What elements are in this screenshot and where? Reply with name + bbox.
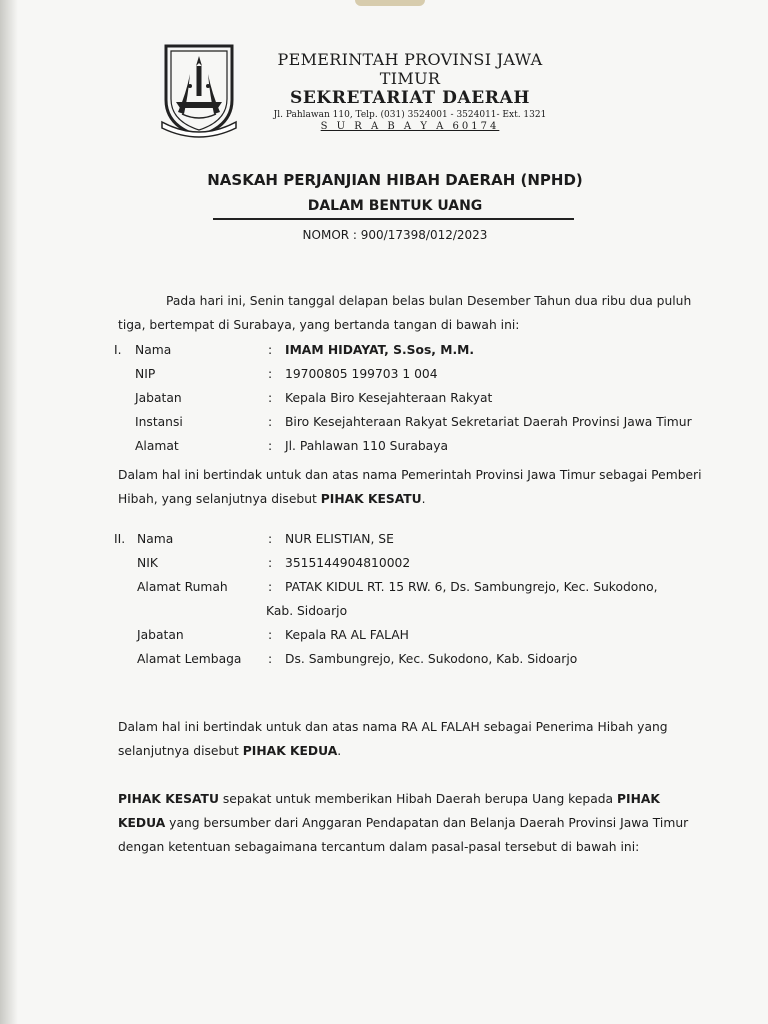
party2-colon: :: [268, 652, 273, 666]
party1-value: Biro Kesejahteraan Rakyat Sekretariat Daerah Provinsi Jawa Timur: [285, 415, 692, 429]
intro-line-1: Pada hari ini, Senin tanggal delapan belas bulan Desember Tahun dua ribu dua puluh: [166, 294, 692, 308]
letterhead-government: PEMERINTAH PROVINSI JAWA TIMUR: [277, 50, 543, 88]
party1-colon: :: [268, 415, 273, 429]
agreement-line-1: [118, 787, 660, 811]
intro-line-2: tiga, bertempat di Surabaya, yang bertanda tangan di bawah ini:: [118, 318, 520, 332]
party2-colon: :: [268, 532, 273, 546]
agreement-source: yang bersumber dari Anggaran Pendapatan dan Belanja Daerah Provinsi Jawa Timur: [165, 816, 689, 830]
party2-label: Alamat Rumah: [137, 580, 228, 594]
party1-label: NIP: [135, 367, 156, 381]
party2-label: Jabatan: [137, 628, 184, 642]
party1-value: IMAM HIDAYAT, S.Sos, M.M.: [285, 343, 475, 357]
party1-value: Jl. Pahlawan 110 Surabaya: [285, 439, 449, 453]
party2-designation: PIHAK KEDUA: [242, 744, 338, 758]
party1-statement-text: Hibah, yang selanjutnya disebut: [118, 492, 321, 506]
party2-value: NUR ELISTIAN, SE: [285, 532, 394, 546]
party1-label: Jabatan: [135, 391, 182, 405]
party1-label: Nama: [135, 343, 172, 357]
letterhead-city: S U R A B A Y A 60174: [320, 121, 500, 132]
party1-value: 19700805 199703 1 004: [285, 367, 438, 381]
party2-value: Ds. Sambungrejo, Kec. Sukodono, Kab. Sidoarjo: [285, 652, 578, 666]
party2-value: PATAK KIDUL RT. 15 RW. 6, Ds. Sambungrejo, Kec. Sukodono,: [285, 580, 658, 594]
agreement-line-3: dengan ketentuan sebagaimana tercantum dalam pasal-pasal tersebut di bawah ini:: [118, 840, 640, 854]
agreement-line-2: [118, 811, 688, 835]
party1-colon: :: [268, 367, 273, 381]
document-subtitle: DALAM BENTUK UANG: [307, 198, 483, 214]
party2-label: Nama: [137, 532, 174, 546]
party2-label: Alamat Lembaga: [137, 652, 242, 666]
party1-label: Instansi: [135, 415, 183, 429]
letterhead-address: Jl. Pahlawan 110, Telp. (031) 3524001 - 3524011- Ext. 1321: [273, 110, 547, 120]
party1-colon: :: [268, 343, 273, 357]
party2-statement-line-1: Dalam hal ini bertindak untuk dan atas nama RA AL FALAH sebagai Penerima Hibah yang: [118, 720, 668, 734]
party1-colon: :: [268, 439, 273, 453]
party1-value: Kepala Biro Kesejahteraan Rakyat: [285, 391, 493, 405]
party1-statement-line-1: Dalam hal ini bertindak untuk dan atas nama Pemerintah Provinsi Jawa Timur sebagai Pemberi: [118, 468, 702, 482]
party2-colon: :: [268, 628, 273, 642]
title-rule: [213, 218, 574, 220]
agreement-party1: PIHAK KESATU: [118, 792, 219, 806]
party1-statement-line-2: [118, 487, 426, 511]
party1-label: Alamat: [135, 439, 179, 453]
page-edge-shadow: [0, 0, 18, 1024]
letterhead-office: SEKRETARIAT DAERAH: [290, 88, 530, 108]
party2-statement-text: selanjutnya disebut: [118, 744, 243, 758]
party2-label: NIK: [137, 556, 158, 570]
party2-value: Kab. Sidoarjo: [266, 604, 348, 618]
letterhead: [245, 50, 575, 132]
document-number: NOMOR : 900/17398/012/2023: [302, 228, 488, 242]
party2-statement-end: .: [337, 744, 342, 758]
binding-mark: [355, 0, 425, 6]
party1-statement-end: .: [421, 492, 426, 506]
party2-value: Kepala RA AL FALAH: [285, 628, 409, 642]
east-java-crest-icon: [160, 42, 238, 138]
party2-value: 3515144904810002: [285, 556, 411, 570]
party1-designation: PIHAK KESATU: [320, 492, 422, 506]
agreement-party2-start: PIHAK: [617, 792, 660, 806]
party2-statement-line-2: [118, 739, 341, 763]
party2-roman: II.: [114, 532, 126, 546]
agreement-party2-end: KEDUA: [118, 816, 166, 830]
party1-colon: :: [268, 391, 273, 405]
document-title: NASKAH PERJANJIAN HIBAH DAERAH (NPHD): [207, 171, 583, 189]
agreement-text: sepakat untuk memberikan Hibah Daerah berupa Uang kepada: [218, 792, 617, 806]
party2-colon: :: [268, 556, 273, 570]
party1-roman: I.: [114, 343, 122, 357]
party2-colon: :: [268, 580, 273, 594]
